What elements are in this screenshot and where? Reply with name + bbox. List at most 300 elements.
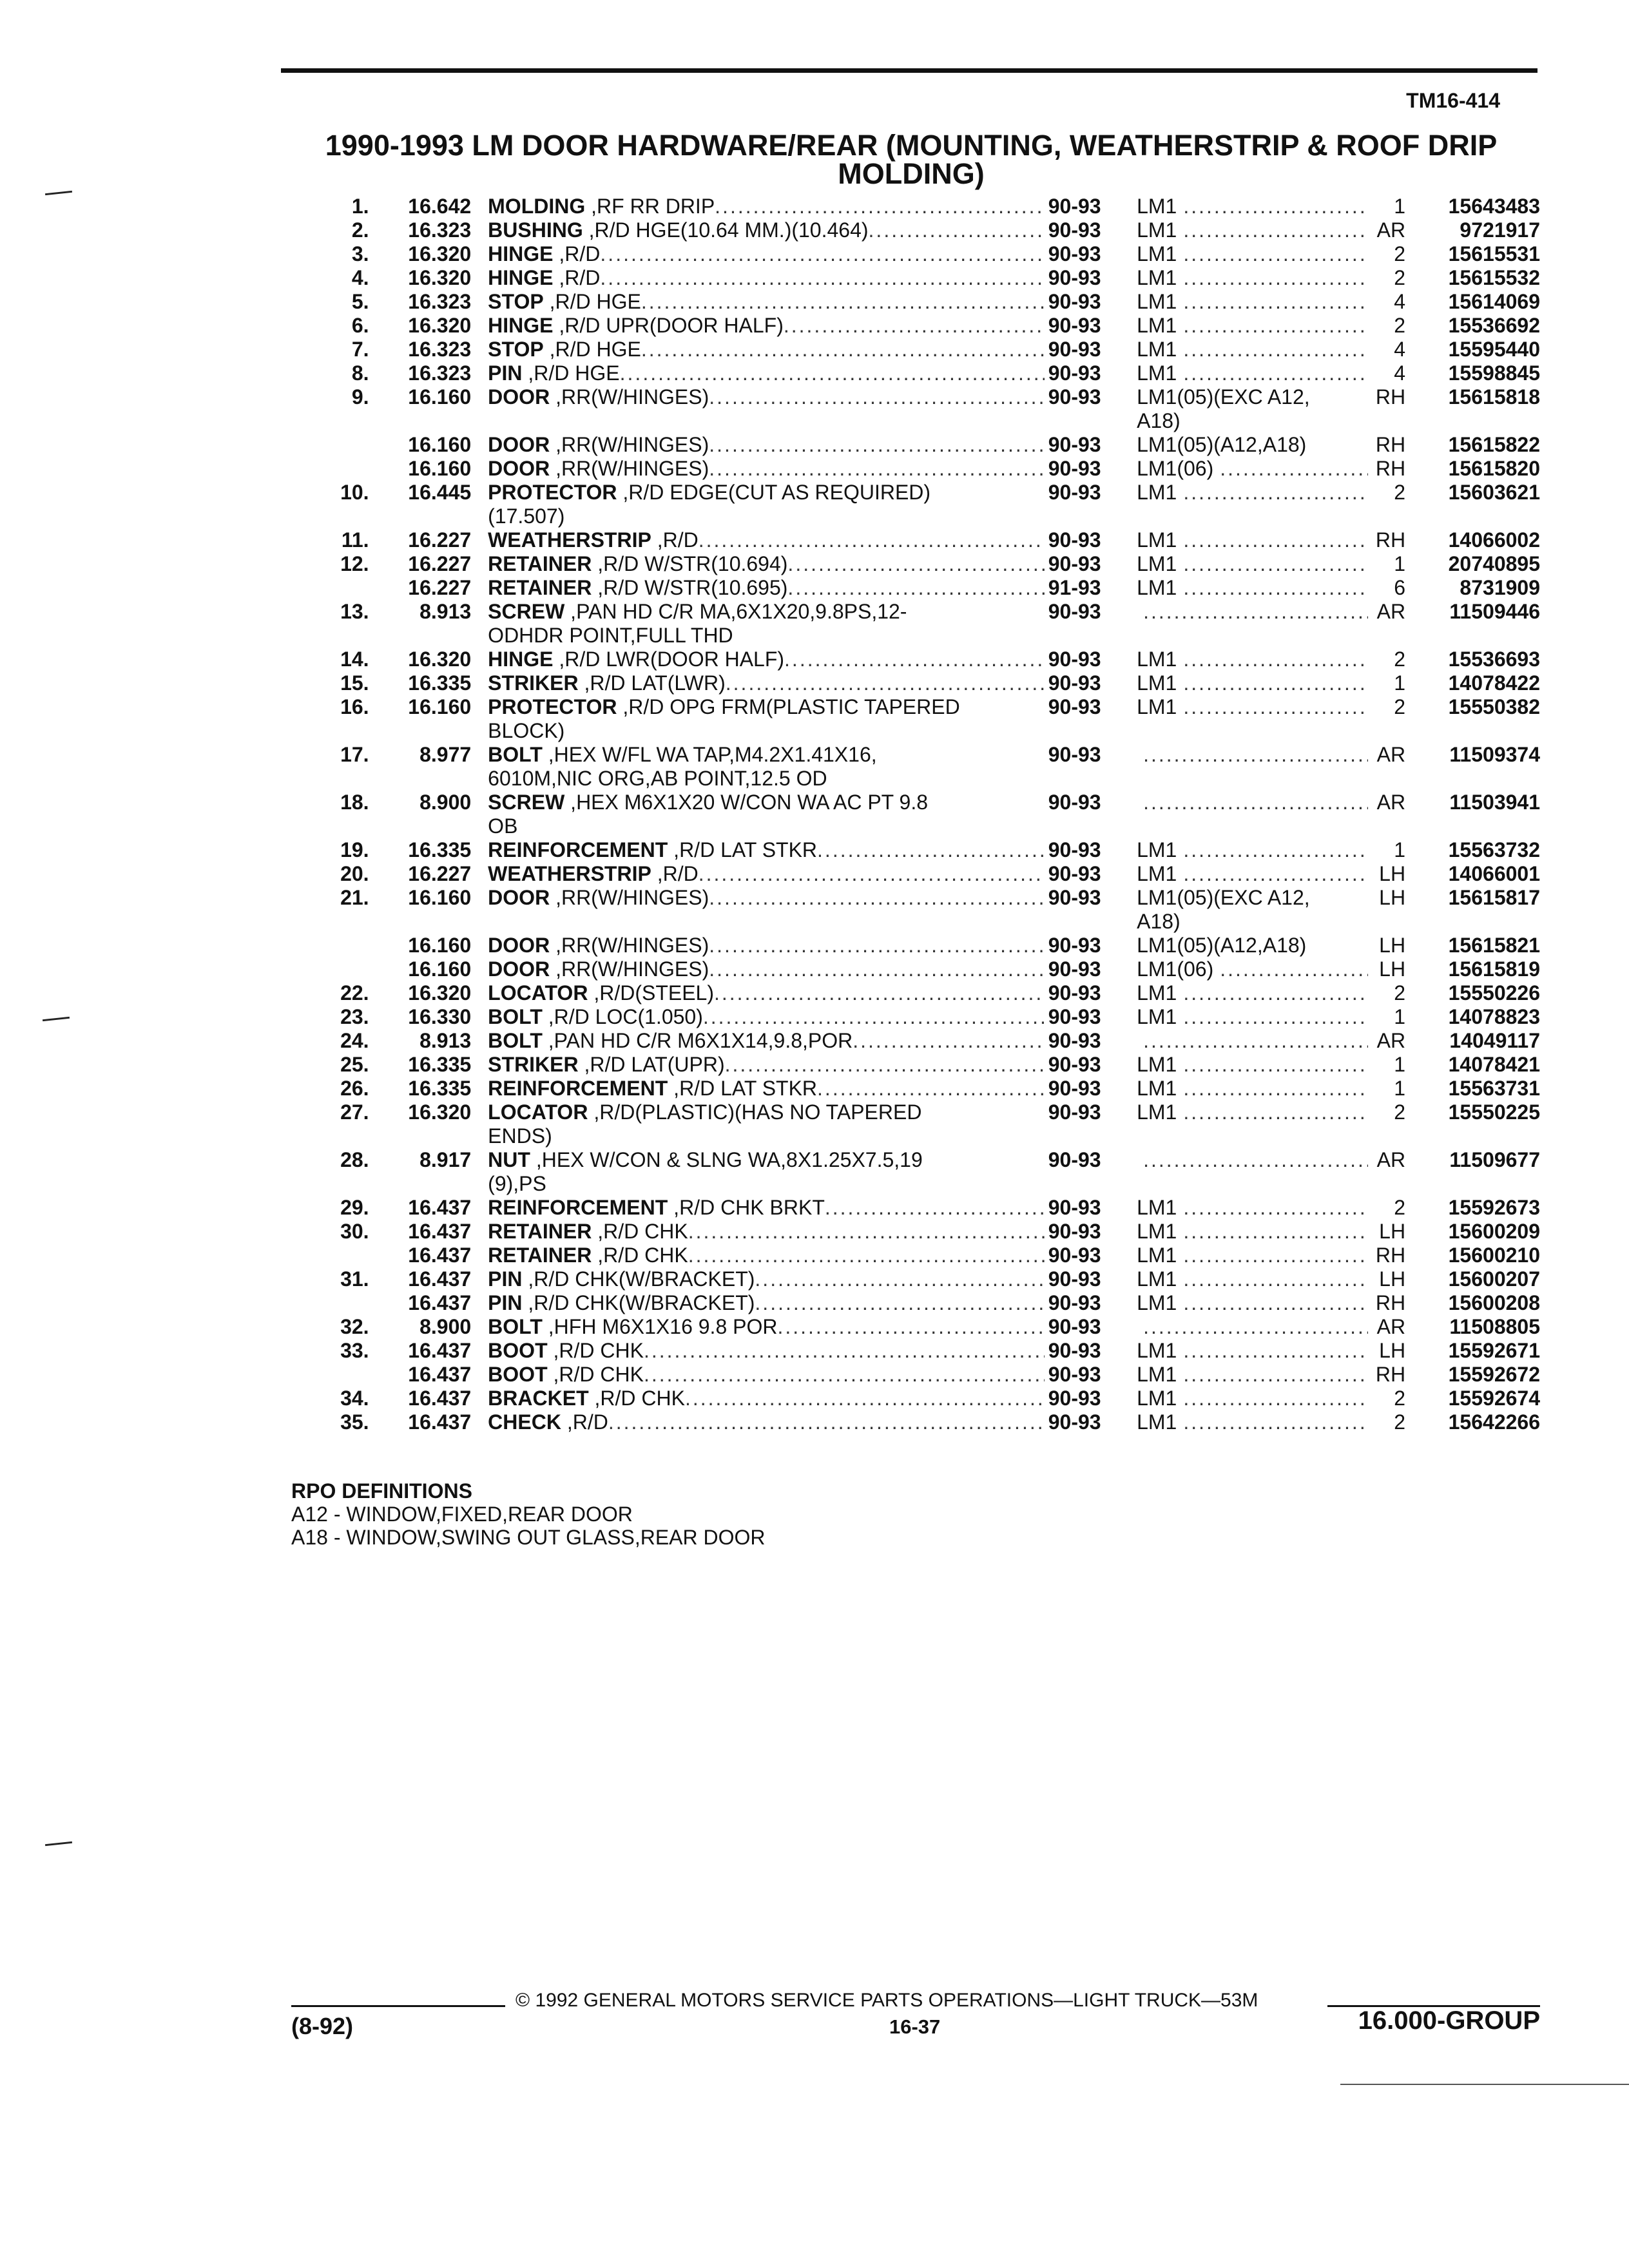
model-code [1130, 934, 1368, 957]
table-row [303, 457, 1540, 481]
part-spec: ,HEX M6X1X20 W/CON WA AC PT 9.8 [564, 791, 929, 814]
description-line [488, 338, 1045, 361]
dot-leader [1183, 648, 1368, 671]
model-code [1130, 791, 1368, 838]
dot-leader [853, 1029, 1045, 1053]
model-line [1137, 242, 1368, 266]
dot-leader [1143, 1315, 1368, 1339]
quantity: 1 [1394, 838, 1406, 861]
group-number: 8.900 [419, 1315, 472, 1338]
dot-leader [1183, 1053, 1368, 1077]
description-text [488, 195, 715, 218]
quantity: 2 [1394, 695, 1406, 718]
dot-leader [787, 576, 1044, 600]
item-number: 10. [340, 481, 369, 504]
part-noun: WEATHERSTRIP [488, 862, 651, 885]
part-spec: ,R/D LOC(1.050) [542, 1005, 703, 1028]
dot-leader [1143, 1029, 1368, 1053]
item-number: 24. [340, 1029, 369, 1052]
description-line [488, 957, 1045, 981]
model-text: LM1(06) [1137, 957, 1214, 981]
item-number: 14. [340, 648, 369, 671]
model-line [1137, 1005, 1368, 1029]
description-text [488, 981, 714, 1005]
part-description [488, 862, 1045, 886]
dot-leader [709, 886, 1044, 910]
dot-leader [709, 385, 1044, 409]
part-description [488, 1339, 1045, 1363]
quantity: AR [1376, 1315, 1406, 1338]
part-number: 14078421 [1448, 1053, 1540, 1076]
footer-rule-left [291, 2005, 505, 2007]
table-row [303, 433, 1540, 457]
group-number: 16.227 [408, 576, 472, 599]
part-spec: ,RR(W/HINGES) [550, 957, 709, 981]
title-line-2: MOLDING) [838, 157, 985, 190]
table-row [303, 1315, 1540, 1339]
part-number: 11508805 [1449, 1315, 1540, 1338]
rpo-item-a12: A12 - WINDOW,FIXED,REAR DOOR [291, 1503, 633, 1526]
model-years: 90-93 [1048, 1077, 1101, 1100]
description-continuation: ODHDR POINT,FULL THD [488, 624, 733, 647]
part-spec: ,RR(W/HINGES) [550, 385, 709, 408]
model-line [1137, 266, 1368, 290]
description-text [488, 1291, 755, 1315]
part-number: 20740895 [1448, 552, 1540, 575]
group-number: 16.437 [408, 1291, 472, 1314]
model-years: 90-93 [1048, 1053, 1101, 1076]
model-years: 90-93 [1048, 1267, 1101, 1291]
part-spec: ,R/D CHK(W/BRACKET) [522, 1267, 755, 1291]
part-spec: ,R/D(PLASTIC)(HAS NO TAPERED [588, 1100, 922, 1124]
description-line [488, 743, 1045, 767]
table-row [303, 552, 1540, 576]
group-number: 16.320 [408, 242, 472, 265]
margin-mark [43, 1017, 70, 1021]
header-rule [281, 68, 1537, 73]
part-noun: DOOR [488, 433, 550, 456]
part-spec: ,PAN HD C/R M6X1X14,9.8,POR [542, 1029, 853, 1052]
model-text: LM1(06) [1137, 457, 1214, 480]
part-noun: NUT [488, 1148, 530, 1171]
dot-leader [1183, 1387, 1368, 1410]
part-spec: ,R/D [553, 266, 601, 289]
description-text [488, 1410, 608, 1434]
part-noun: DOOR [488, 457, 550, 480]
description-line [488, 791, 1045, 814]
part-number: 15615817 [1448, 886, 1540, 909]
part-spec: ,R/D CHK(W/BRACKET) [522, 1291, 755, 1314]
description-text [488, 314, 784, 338]
model-years: 90-93 [1048, 934, 1101, 957]
dot-leader [1183, 1077, 1368, 1100]
item-number [303, 957, 369, 981]
part-spec: ,R/D CHK [592, 1220, 688, 1243]
copyright-notice: © 1992 GENERAL MOTORS SERVICE PARTS OPERATIONS—LIGHT TRUCK—53M [516, 1990, 1258, 2011]
model-line [1137, 886, 1368, 910]
item-number: 32. [340, 1315, 369, 1338]
quantity: 2 [1394, 1100, 1406, 1124]
description-line [488, 576, 1045, 600]
model-code [1130, 1291, 1368, 1315]
model-years: 90-93 [1048, 1220, 1101, 1243]
part-noun: PIN [488, 361, 523, 385]
model-code [1130, 981, 1368, 1005]
model-years: 90-93 [1048, 1244, 1101, 1267]
quantity: 1 [1394, 671, 1406, 695]
dot-leader [703, 1005, 1045, 1029]
table-row [303, 1053, 1540, 1077]
description-text [488, 600, 907, 624]
item-number: 7. [351, 338, 369, 361]
part-spec: ,R/D [651, 528, 699, 552]
model-code [1130, 1053, 1368, 1077]
quantity: 2 [1394, 1196, 1406, 1219]
model-code [1130, 838, 1368, 862]
group-number: 16.160 [408, 385, 472, 408]
model-code [1130, 576, 1368, 600]
model-years: 90-93 [1048, 552, 1101, 575]
description-text [488, 1339, 644, 1363]
group-number: 16.335 [408, 1077, 472, 1100]
part-noun: REINFORCEMENT [488, 1196, 668, 1219]
model-years: 90-93 [1048, 218, 1101, 242]
model-years: 90-93 [1048, 1315, 1101, 1338]
part-noun: RETAINER [488, 1244, 592, 1267]
model-line [1137, 1315, 1368, 1339]
model-code [1130, 1029, 1368, 1053]
part-spec: ,R/D CHK [547, 1339, 644, 1362]
description-text [488, 1363, 644, 1387]
table-row [303, 528, 1540, 552]
part-spec: ,RR(W/HINGES) [550, 886, 709, 909]
part-noun: RETAINER [488, 576, 592, 599]
dot-leader [1183, 981, 1368, 1005]
part-noun: CHECK [488, 1410, 561, 1434]
description-text [488, 791, 928, 814]
dot-leader [1220, 957, 1368, 981]
dot-leader [1183, 552, 1368, 576]
description-text [488, 528, 699, 552]
model-years: 90-93 [1048, 671, 1101, 695]
model-text: LM1(05)(EXC A12, [1137, 886, 1310, 909]
description-text [488, 1196, 825, 1220]
part-noun: STRIKER [488, 671, 579, 695]
model-line [1137, 457, 1368, 481]
dot-leader [709, 457, 1044, 481]
description-line [488, 314, 1045, 338]
dot-leader [726, 671, 1045, 695]
model-years: 90-93 [1048, 314, 1101, 337]
dot-leader [644, 1363, 1045, 1387]
quantity: AR [1376, 791, 1406, 814]
part-number: 14078823 [1448, 1005, 1540, 1028]
part-noun: DOOR [488, 385, 550, 408]
part-number: 15600210 [1448, 1244, 1540, 1267]
model-code [1130, 1267, 1368, 1291]
group-number: 16.160 [408, 886, 472, 909]
part-description [488, 1220, 1045, 1244]
model-line [1137, 600, 1368, 624]
part-description [488, 290, 1045, 314]
dot-leader [1183, 1267, 1368, 1291]
quantity: 4 [1394, 361, 1406, 385]
item-number [303, 457, 369, 481]
item-number: 19. [340, 838, 369, 861]
model-code [1130, 1220, 1368, 1244]
description-text [488, 886, 709, 910]
part-noun: BOLT [488, 1005, 543, 1028]
model-text: LM1 [1137, 1410, 1177, 1434]
table-row [303, 481, 1540, 528]
table-row [303, 1029, 1540, 1053]
model-years: 90-93 [1048, 1029, 1101, 1052]
quantity: LH [1379, 1339, 1406, 1362]
description-text [488, 576, 787, 600]
part-spec: ,R/D HGE [522, 361, 620, 385]
table-row [303, 695, 1540, 743]
part-spec: ,R/D LWR(DOOR HALF) [553, 648, 785, 671]
table-row [303, 1267, 1540, 1291]
model-years: 90-93 [1048, 743, 1101, 766]
description-text [488, 695, 960, 719]
quantity: RH [1375, 433, 1406, 456]
quantity: LH [1379, 862, 1406, 885]
model-years: 90-93 [1048, 1339, 1101, 1362]
part-description [488, 481, 1045, 528]
dot-leader [1143, 791, 1368, 814]
part-description [488, 1029, 1045, 1053]
part-number: 15598845 [1448, 361, 1540, 385]
model-line [1137, 338, 1368, 361]
quantity: RH [1375, 1244, 1406, 1267]
description-line [488, 1148, 1045, 1172]
quantity: 2 [1394, 1410, 1406, 1434]
model-text: LM1 [1137, 1387, 1177, 1410]
table-row [303, 385, 1540, 433]
dot-leader [1183, 695, 1368, 719]
model-line [1137, 1244, 1368, 1267]
margin-mark [45, 1841, 72, 1846]
quantity: RH [1375, 528, 1406, 552]
part-description [488, 743, 1045, 791]
quantity: RH [1375, 1363, 1406, 1386]
dot-leader [1183, 1005, 1368, 1029]
table-row [303, 1100, 1540, 1148]
group-number: 16.335 [408, 671, 472, 695]
item-number: 12. [340, 552, 369, 575]
model-years: 90-93 [1048, 242, 1101, 265]
model-years: 90-93 [1048, 1148, 1101, 1171]
model-years: 90-93 [1048, 1387, 1101, 1410]
description-line [488, 1315, 1045, 1339]
part-noun: STOP [488, 290, 544, 313]
group-number: 16.320 [408, 1100, 472, 1124]
model-line [1137, 957, 1368, 981]
dot-leader [784, 648, 1045, 671]
table-row [303, 838, 1540, 862]
model-line [1137, 1077, 1368, 1100]
model-code [1130, 743, 1368, 791]
model-years: 90-93 [1048, 791, 1101, 814]
table-row [303, 981, 1540, 1005]
rpo-item-a18: A18 - WINDOW,SWING OUT GLASS,REAR DOOR [291, 1526, 766, 1549]
model-code [1130, 314, 1368, 338]
part-number: 15615532 [1448, 266, 1540, 289]
dot-leader [777, 1315, 1044, 1339]
model-code [1130, 1387, 1368, 1410]
item-number: 17. [340, 743, 369, 766]
part-description [488, 957, 1045, 981]
part-description [488, 385, 1045, 433]
part-noun: STRIKER [488, 1053, 579, 1076]
model-text: LM1 [1137, 1244, 1177, 1267]
dot-leader [1183, 1244, 1368, 1267]
dot-leader [755, 1267, 1044, 1291]
part-description [488, 528, 1045, 552]
group-number: 16.437 [408, 1196, 472, 1219]
group-number: 8.917 [419, 1148, 472, 1171]
table-row [303, 934, 1540, 957]
model-years: 90-93 [1048, 338, 1101, 361]
quantity: LH [1379, 1267, 1406, 1291]
part-noun: RETAINER [488, 1220, 592, 1243]
model-line [1137, 576, 1368, 600]
part-description [488, 1148, 1045, 1196]
quantity: 1 [1394, 552, 1406, 575]
model-code [1130, 1410, 1368, 1434]
dot-leader [784, 314, 1045, 338]
part-noun: SCREW [488, 791, 565, 814]
part-spec: ,R/D UPR(DOOR HALF) [553, 314, 784, 337]
part-description [488, 1410, 1045, 1434]
group-number: 16.227 [408, 552, 472, 575]
model-line [1137, 862, 1368, 886]
item-number: 34. [340, 1387, 369, 1410]
description-line [488, 457, 1045, 481]
quantity: 4 [1394, 290, 1406, 313]
description-line [488, 1100, 1045, 1124]
quantity: 2 [1394, 481, 1406, 504]
model-years: 90-93 [1048, 385, 1101, 408]
rpo-definitions [291, 1479, 766, 1549]
model-code [1130, 528, 1368, 552]
model-code [1130, 648, 1368, 671]
part-number: 15550226 [1448, 981, 1540, 1004]
group-number: 16.437 [408, 1363, 472, 1386]
part-noun: MOLDING [488, 195, 586, 218]
item-number: 26. [340, 1077, 369, 1100]
description-continuation: ENDS) [488, 1124, 552, 1148]
item-number [303, 934, 369, 957]
quantity: 1 [1394, 1053, 1406, 1076]
quantity: 2 [1394, 314, 1406, 337]
model-text: LM1 [1137, 1363, 1177, 1386]
model-line [1137, 290, 1368, 314]
part-noun: HINGE [488, 314, 554, 337]
description-text [488, 1053, 724, 1077]
description-line [488, 1053, 1045, 1077]
description-text [488, 1029, 853, 1053]
part-spec: ,R/D LAT(LWR) [578, 671, 726, 695]
table-row [303, 1387, 1540, 1410]
model-text: LM1 [1137, 695, 1177, 718]
part-description [488, 242, 1045, 266]
model-text: LM1 [1137, 314, 1177, 337]
part-noun: BOLT [488, 1029, 543, 1052]
model-line [1137, 1363, 1368, 1387]
model-line [1137, 552, 1368, 576]
dot-leader [817, 838, 1045, 862]
part-number: 15592671 [1448, 1339, 1540, 1362]
part-number: 15643483 [1448, 195, 1540, 218]
model-code [1130, 1005, 1368, 1029]
group-number: 16.160 [408, 457, 472, 480]
description-text [488, 1005, 703, 1029]
page-title [284, 131, 1539, 188]
group-number: 16.330 [408, 1005, 472, 1028]
model-line [1137, 1339, 1368, 1363]
part-number: 11503941 [1449, 791, 1540, 814]
dot-leader [1183, 1410, 1368, 1434]
part-number: 11509374 [1449, 743, 1540, 766]
quantity: 4 [1394, 338, 1406, 361]
part-number: 15615818 [1448, 385, 1540, 408]
description-line [488, 1410, 1045, 1434]
part-description [488, 552, 1045, 576]
item-number: 33. [340, 1339, 369, 1362]
part-noun: BRACKET [488, 1387, 589, 1410]
part-noun: PROTECTOR [488, 695, 617, 718]
model-line [1137, 1029, 1368, 1053]
item-number [303, 433, 369, 457]
dot-leader [1183, 314, 1368, 338]
dot-leader [699, 528, 1045, 552]
part-noun: REINFORCEMENT [488, 838, 668, 861]
dot-leader [1183, 242, 1368, 266]
description-continuation: 6010M,NIC ORG,AB POINT,12.5 OD [488, 767, 827, 790]
table-row [303, 266, 1540, 290]
model-text: LM1 [1137, 1220, 1177, 1243]
table-row [303, 290, 1540, 314]
part-description [488, 1363, 1045, 1387]
description-text [488, 1244, 688, 1267]
group-number: 16.437 [408, 1339, 472, 1362]
part-number: 15595440 [1448, 338, 1540, 361]
group-number: 8.977 [419, 743, 472, 766]
dot-leader [817, 1077, 1045, 1100]
model-line [1137, 385, 1368, 409]
group-number: 16.335 [408, 838, 472, 861]
part-description [488, 1053, 1045, 1077]
group-number: 16.437 [408, 1267, 472, 1291]
item-number: 21. [340, 886, 369, 909]
description-line [488, 981, 1045, 1005]
group-number: 16.437 [408, 1220, 472, 1243]
description-line [488, 195, 1045, 218]
part-description [488, 361, 1045, 385]
part-spec: ,R/D HGE(10.64 MM.)(10.464) [583, 218, 869, 242]
part-number: 15563732 [1448, 838, 1540, 861]
part-number: 15600208 [1448, 1291, 1540, 1314]
dot-leader [1183, 218, 1368, 242]
part-number: 15614069 [1448, 290, 1540, 313]
part-number: 15563731 [1448, 1077, 1540, 1100]
model-code [1130, 242, 1368, 266]
part-noun: PROTECTOR [488, 481, 617, 504]
part-noun: LOCATOR [488, 981, 588, 1004]
group-number: 16.323 [408, 290, 472, 313]
